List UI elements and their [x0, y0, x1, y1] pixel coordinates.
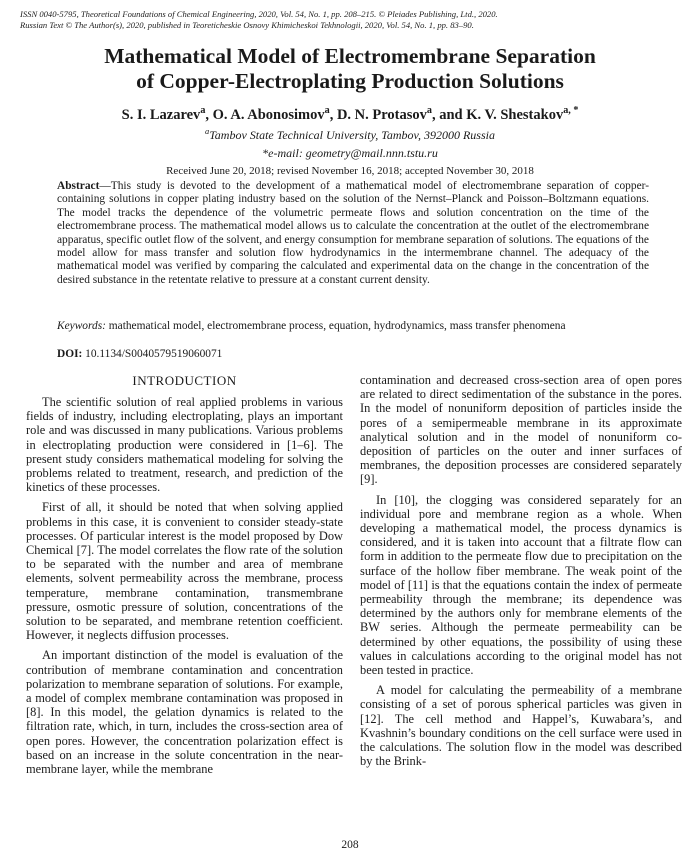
paragraph: First of all, it should be noted that when solving applied problems in this case, it is convenient to consider steady-state processes. Of particular interest is the model proposed by Dow Chemical [7]. The model correlates the flow rate of the solution to be separated with the number and area of membrane elements, solvent permeability across the membrane, process temperature, membrane contamination, transmembrane pressure, osmotic pressure of solution, concentrations of the solution to be separated, and membrane retention coefficient. However, it neglects diffusion processes.: [26, 500, 343, 643]
keywords: [57, 320, 649, 333]
body-column-left: [26, 373, 343, 782]
article-title-line-1: Mathematical Model of Electromembrane Separation: [104, 44, 596, 68]
running-header-line-2: Russian Text © The Author(s), 2020, published in Teoreticheskie Osnovy Khimicheskoi Tekhnologii, 2020, Vol. 54, No. 1, pp. 83–90.: [20, 20, 474, 30]
corresponding-email: *e-mail: geometry@mail.nnn.tstu.ru: [262, 146, 438, 160]
paragraph: contamination and decreased cross-section area of open pores are related to direct sedimentation of the substance in the pores. In the model of nonuniform deposition of particles inside the pores of a semipermeable membrane in its approximate analytical solution and in the model of nonuniform co-deposition of particles on the outer and inner surfaces of membranes, the deposition processes are considered separately [9].: [360, 373, 682, 487]
author-4: K. V. Shestakov: [466, 107, 564, 123]
affiliation-mark: a: [205, 127, 210, 136]
abstract-label: Abstract: [57, 180, 100, 192]
article-title: [30, 44, 670, 94]
paragraph: The scientific solution of real applied problems in various fields of industry, including electroplating, plays an important role and was discussed in many publications. Various problems in electroplating production were considered in [1–6]. The present study considers mathematical modeling for solving the problems related to treatment, research, and prediction of the kinetics of these processes.: [26, 395, 343, 495]
author-1-affil-mark: a: [200, 105, 206, 117]
keywords-label: Keywords:: [57, 320, 106, 332]
author-3: D. N. Protasov: [336, 107, 427, 123]
doi: [57, 347, 649, 361]
paragraph: A model for calculating the permeability of a membrane consisting of a set of porous spherical particles was given in [12]. The cell method and Happel’s, Kuwabara’s, and Kvashnin’s boundary conditions on the cell surface were used in the calculations. The solution flow in the model was described by the Brink-: [360, 683, 682, 769]
running-header-line-1: ISSN 0040-5795, Theoretical Foundations of Chemical Engineering, 2020, Vol. 54, No. 1, pp. 208–215. © Pleiades Publishing, Ltd., 2020.: [20, 9, 498, 19]
keywords-text: mathematical model, electromembrane process, equation, hydrodynamics, mass transfer phenomena: [105, 320, 566, 332]
author-2-affil-mark: a: [324, 105, 330, 117]
article-title-line-2: of Copper-Electroplating Production Solutions: [136, 69, 564, 93]
paragraph: In [10], the clogging was considered separately for an individual pore and membrane region as a whole. When developing a mathematical model, the process dynamics is considered, and it is taken into account that a filtrate flow can form in addition to the permeate flow due to precipitation on the surface of the hollow fiber membrane. The weak point of the model of [11] is that the equations contain the index of permeate permeability through the membrane; its dependence was determined by the authors only for membrane elements of the BW series. Although the permeate permeability can be determined by other equations, the possibility of using these values in calculations according to the original model has not been tested in practice.: [360, 492, 682, 678]
author-list: S. I. Lazarev$^a$, O. A. Abonosimov$^a$, D. N. Protasov$^a$, and K. V. Shestakov$^{a, *}$: [121, 105, 579, 123]
author-2: O. A. Abonosimov: [212, 107, 325, 123]
body-column-right: [360, 373, 682, 774]
received-dates: Received June 20, 2018; revised November 16, 2018; accepted November 30, 2018: [166, 165, 534, 177]
paragraph: An important distinction of the model is evaluation of the contribution of membrane contamination and concentration polarization to membrane separation of solutions. For example, a model of complex membrane contamination was proposed in [8]. In this model, the gelation dynamics is related to the filtration rate, which, in turn, includes the cross-section area of open pores. However, the concentration polarization effect is based on an increase in the solute concentration in the near-membrane layer, while the membrane: [26, 648, 343, 777]
abstract-text: —This study is devoted to the development of a mathematical model of electromembrane separation of copper-containing solutions in copper plating industry based on the solution of the Nernst–Planck and Poisson–Boltzmann equations. The model tracks the dependence of the volumetric permeate flows and solution concentration on the time of the electromembrane process. The mathematical model allows us to calculate the concentration at the outlet of the electromembrane apparatus, specific outlet flow of the solvent, and energy consumption for membrane separation of solutions. The equations of the model allow for mass transfer and solution flow hydrodynamics in the intermembrane channel. The adequacy of the mathematical model was verified by comparing the calculated and experimental data on the change in the concentration of the desired substance in the retentate relative to pressure at a constant current density.: [57, 180, 649, 286]
author-1: S. I. Lazarev: [121, 107, 201, 123]
doi-value: 10.1134/S0040579519060071: [82, 348, 223, 360]
running-header: [20, 9, 680, 31]
author-3-affil-mark: a: [426, 105, 432, 117]
section-heading-introduction: INTRODUCTION: [132, 373, 237, 388]
page-number: 208: [341, 839, 359, 851]
author-4-affil-mark: a, *: [563, 105, 579, 117]
doi-label: DOI:: [57, 348, 83, 360]
abstract: [57, 180, 649, 287]
affiliation: [30, 128, 670, 143]
affiliation-text: Tambov State Technical University, Tambov, 392000 Russia: [209, 128, 495, 142]
